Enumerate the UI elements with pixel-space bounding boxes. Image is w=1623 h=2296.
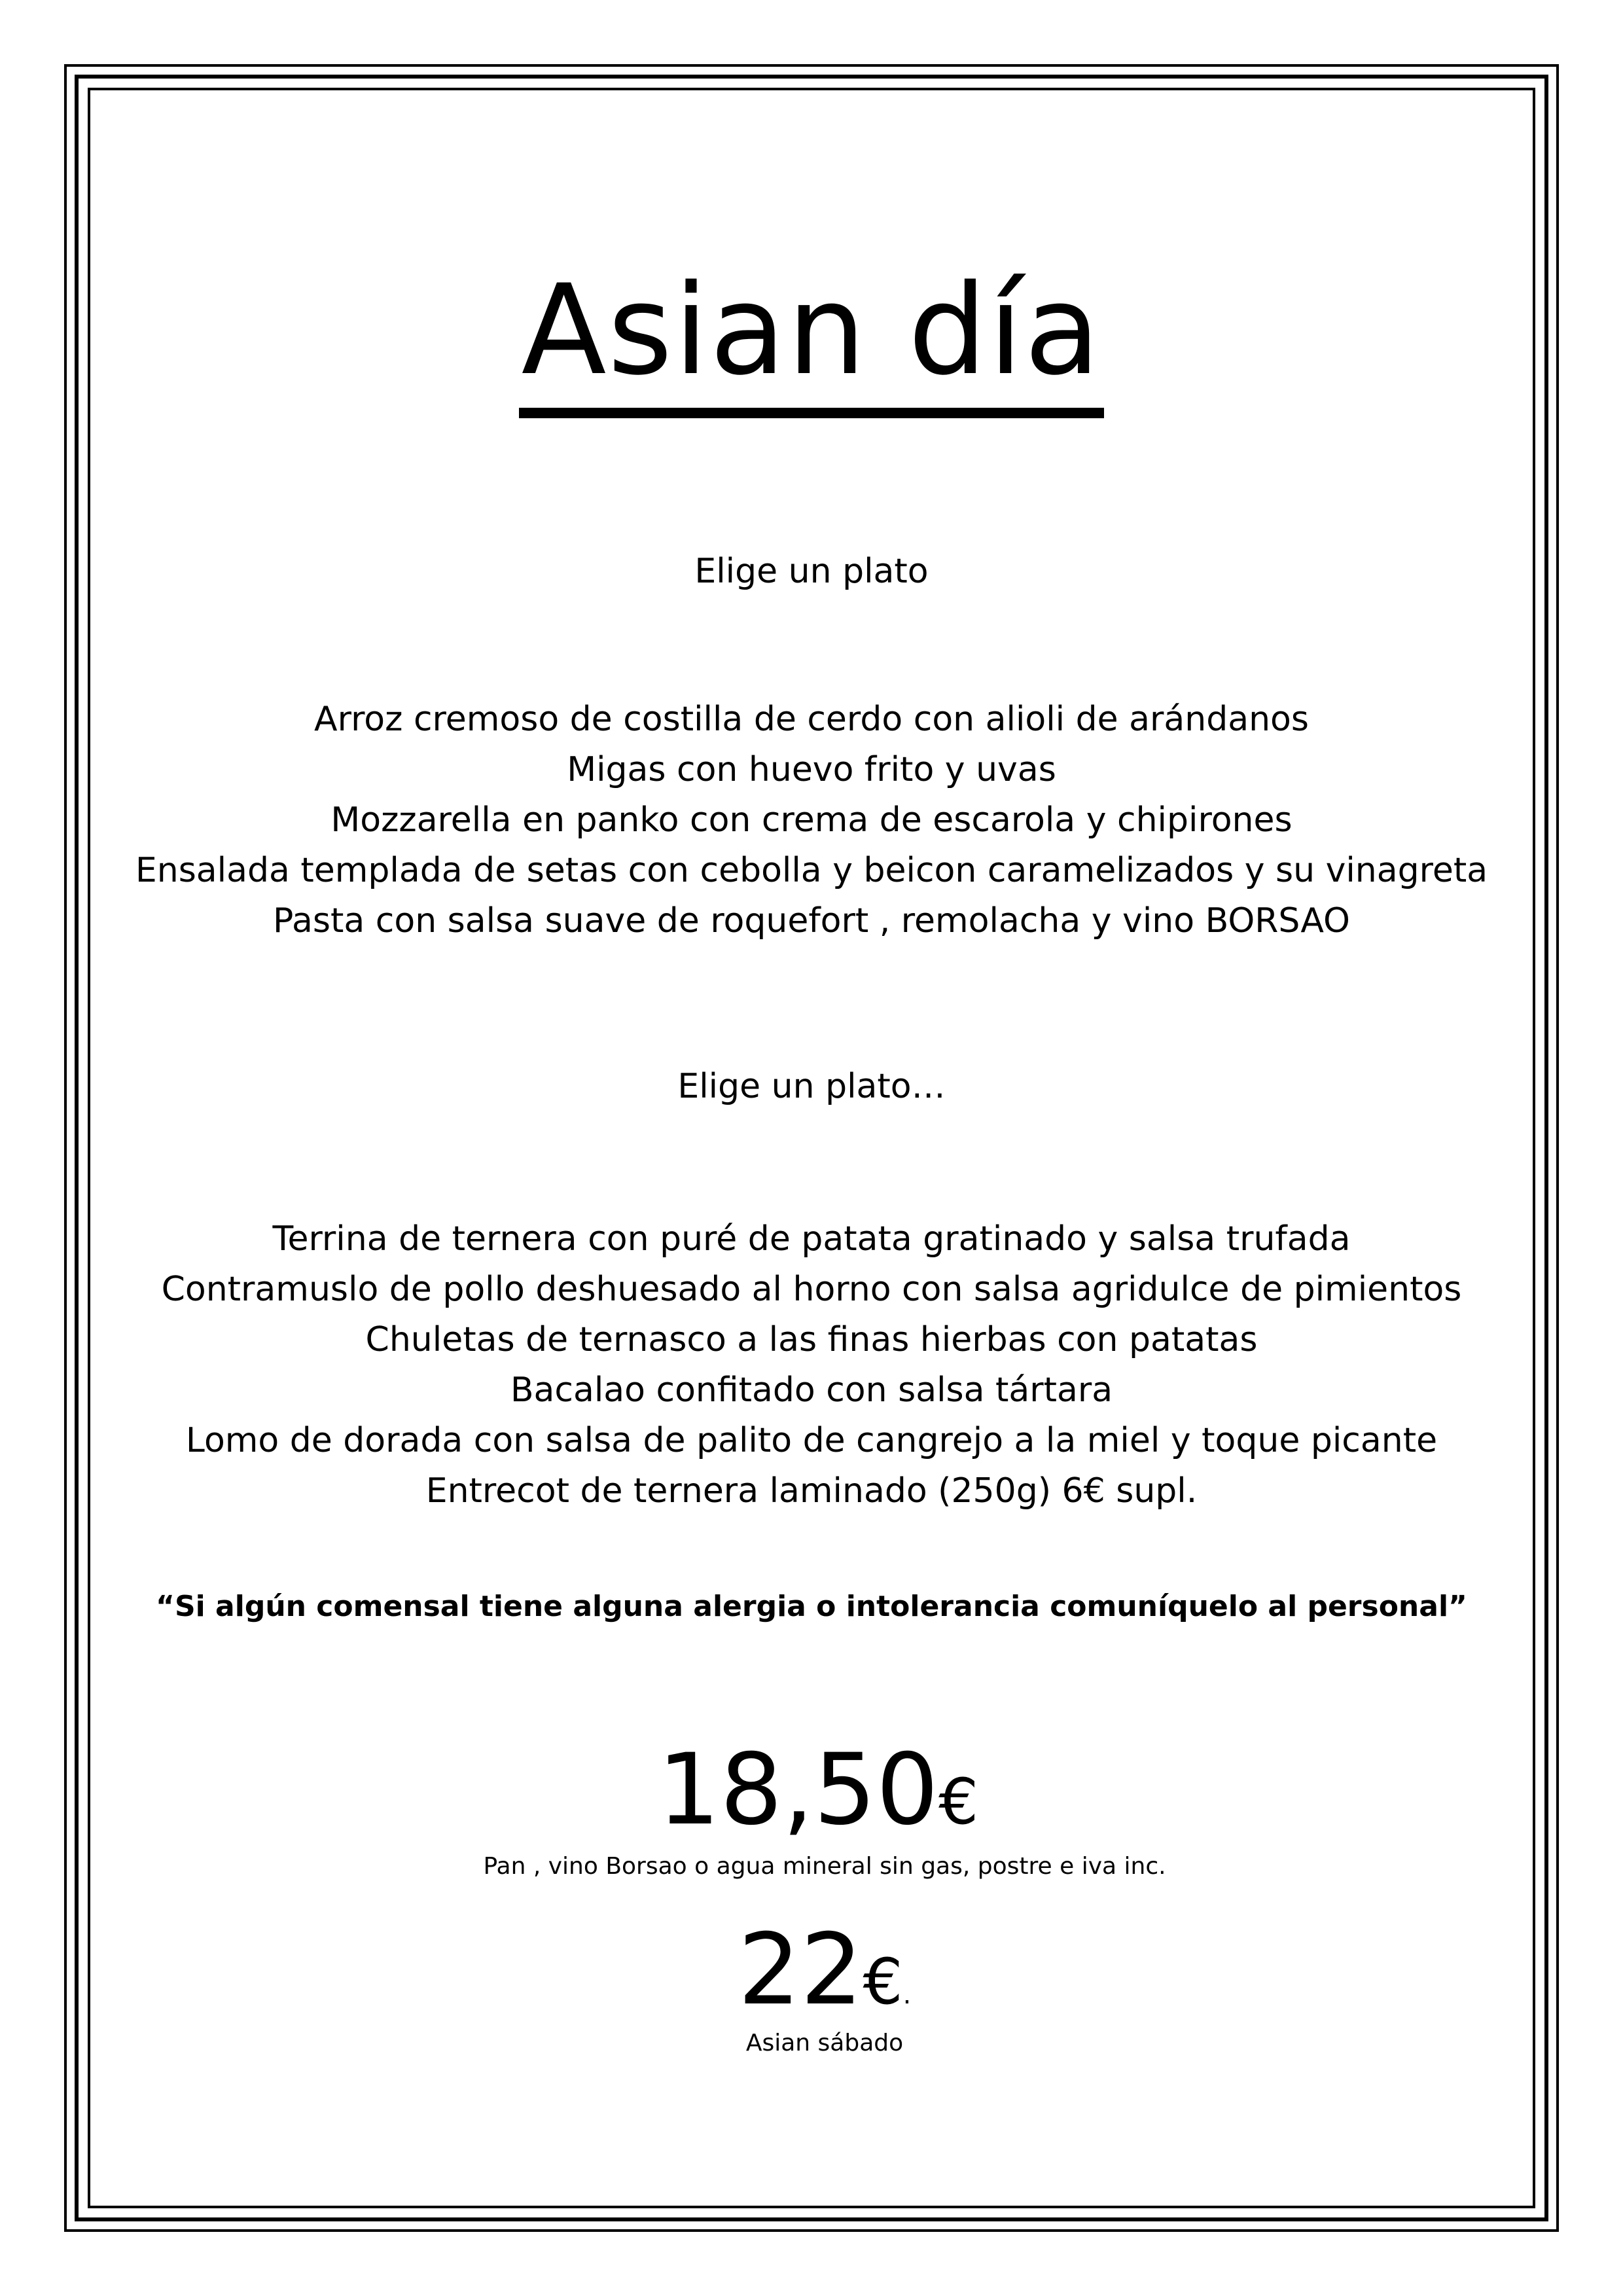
dish-item: Chuletas de ternasco a las finas hierbas con patatas — [365, 1320, 1258, 1359]
price-saturday — [98, 1913, 1538, 2034]
dish-item: Terrina de ternera con puré de patata gratinado y salsa trufada — [272, 1219, 1351, 1259]
menu-page — [98, 98, 1525, 2198]
section1-heading: Elige un plato — [694, 552, 929, 591]
dish-item: Migas con huevo frito y uvas — [567, 750, 1056, 789]
dish-item: Entrecot de ternera laminado (250g) 6€ supl. — [425, 1471, 1198, 1511]
price-saturday-suffix: . — [902, 1980, 912, 2010]
section1-dish-list — [98, 694, 1525, 946]
price-weekday-currency: € — [938, 1765, 979, 1839]
dish-item: Lomo de dorada con salsa de palito de cangrejo a la miel y toque picante — [185, 1421, 1438, 1460]
menu-title — [98, 259, 1525, 418]
dish-item: Pasta con salsa suave de roquefort , remolacha y vino BORSAO — [273, 901, 1350, 941]
dish-item: Ensalada templada de setas con cebolla y beicon caramelizados y su vinagreta — [135, 851, 1488, 890]
allergy-notice: “Si algún comensal tiene alguna alergia o intolerancia comuníquelo al personal” — [156, 1590, 1467, 1623]
section2-dish-list — [98, 1214, 1525, 1516]
dish-item: Bacalao confitado con salsa tártara — [510, 1371, 1113, 1410]
price-weekday — [98, 1733, 1531, 1854]
saturday-label: Asian sábado — [745, 2030, 904, 2056]
includes-note: Pan , vino Borsao o agua mineral sin gas, postre e iva inc. — [483, 1853, 1166, 1880]
price-weekday-amount: 18,50 — [657, 1733, 939, 1847]
section2-heading: Elige un plato… — [677, 1067, 946, 1106]
price-saturday-currency: € — [863, 1945, 903, 2018]
dish-item: Contramuslo de pollo deshuesado al horno con salsa agridulce de pimientos — [161, 1270, 1462, 1309]
dish-item: Arroz cremoso de costilla de cerdo con alioli de arándanos — [314, 700, 1309, 739]
menu-title-text: Asian día — [519, 265, 1105, 418]
dish-item: Mozzarella en panko con crema de escarola y chipirones — [330, 800, 1293, 840]
price-saturday-amount: 22 — [738, 1913, 863, 2027]
